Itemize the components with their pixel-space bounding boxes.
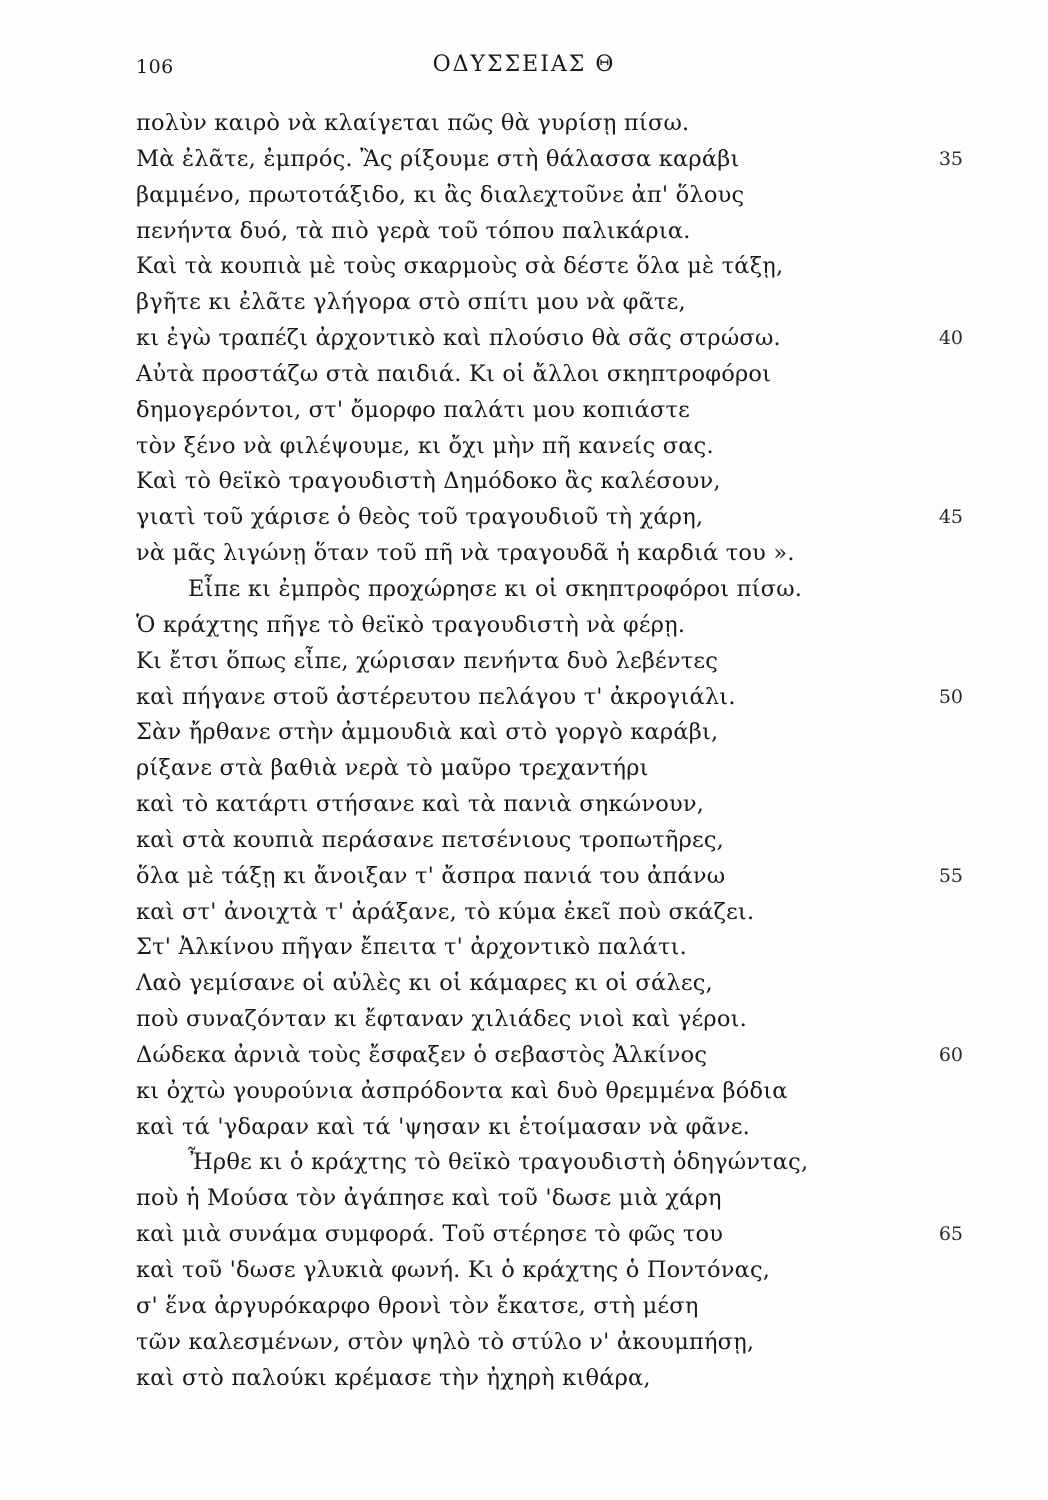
verse-text: πενήντα δυό, τὰ πιὸ γερὰ τοῦ τόπου παλικάρια.	[136, 217, 691, 244]
verse-text: Εἶπε κι ἐμπρὸς προχώρησε κι οἱ σκηπτροφόροι πίσω.	[188, 575, 803, 602]
verse-line	[0, 500, 1048, 536]
verse-line	[0, 1110, 1048, 1146]
verse-line	[0, 966, 1048, 1002]
verse-line	[0, 106, 1048, 142]
verse-line	[0, 751, 1048, 787]
verse-text: βγῆτε κι ἐλᾶτε γλήγορα στὸ σπίτι μου νὰ φᾶτε,	[136, 289, 686, 316]
verse-line	[0, 249, 1048, 285]
verse-line	[0, 1145, 1048, 1181]
verse-text: καὶ στὸ παλούκι κρέμασε τὴν ἠχηρὴ κιθάρα,	[136, 1364, 651, 1391]
verse-text: δημογερόντοι, στ' ὄμορφο παλάτι μου κοπιάστε	[136, 396, 690, 423]
verse-text: Σὰν ἤρθανε στὴν ἀμμουδιὰ καὶ στὸ γοργὸ καράβι,	[136, 719, 719, 746]
verse-text: νὰ μᾶς λιγώνῃ ὅταν τοῦ πῆ νὰ τραγουδᾶ ἡ καρδιά του ».	[136, 540, 795, 567]
verse-line	[0, 715, 1048, 751]
verse-line	[0, 1181, 1048, 1217]
verse-line	[0, 429, 1048, 465]
verse-text: ὅλα μὲ τάξῃ κι ἄνοιξαν τ' ἄσπρα πανιά του ἀπάνω	[136, 862, 726, 889]
verse-text: ρίξανε στὰ βαθιὰ νερὰ τὸ μαῦρο τρεχαντήρι	[136, 755, 649, 782]
verse-text: ποὺ ἡ Μούσα τὸν ἀγάπησε καὶ τοῦ 'δωσε μιὰ χάρη	[136, 1185, 722, 1212]
verse-text: καὶ στὰ κουπιὰ περάσανε πετσένιους τροπωτῆρες,	[136, 826, 725, 853]
verse-line	[0, 214, 1048, 250]
verse-text: Δώδεκα ἀρνιὰ τοὺς ἔσφαξεν ὁ σεβαστὸς Ἀλκίνος	[136, 1041, 708, 1068]
verse-line	[0, 1289, 1048, 1325]
verse-line	[0, 178, 1048, 214]
verse-line	[0, 572, 1048, 608]
verse-text: Μὰ ἐλᾶτε, ἐμπρός. Ἂς ρίξουμε στὴ θάλασσα καράβι	[136, 145, 740, 172]
verse-text: Καὶ τὰ κουπιὰ μὲ τοὺς σκαρμοὺς σὰ δέστε ὅλα μὲ τάξῃ,	[136, 253, 784, 280]
line-number: 55	[938, 864, 963, 887]
verse-line	[0, 1325, 1048, 1361]
verse-line	[0, 142, 1048, 178]
line-number: 60	[938, 1043, 963, 1066]
line-number: 45	[938, 506, 963, 529]
verse-line	[0, 1074, 1048, 1110]
verse-text: Λαὸ γεμίσανε οἱ αὐλὲς κι οἱ κάμαρες κι οἱ σάλες,	[136, 970, 713, 997]
verse-text: κι ὀχτὼ γουρούνια ἀσπρόδοντα καὶ δυὸ θρεμμένα βόδια	[136, 1077, 788, 1104]
page-number: 106	[136, 56, 174, 78]
verse-line	[0, 357, 1048, 393]
verse-line	[0, 464, 1048, 500]
verse-line	[0, 859, 1048, 895]
verse-line	[0, 321, 1048, 357]
verse-line	[0, 536, 1048, 572]
verse-text: Ἦρθε κι ὁ κράχτης τὸ θεϊκὸ τραγουδιστὴ ὁδηγώντας,	[188, 1149, 809, 1176]
verse-text: καὶ στ' ἀνοιχτὰ τ' ἀράξανε, τὸ κύμα ἐκεῖ ποὺ σκάζει.	[136, 898, 755, 925]
verse-text: Στ' Ἀλκίνου πῆγαν ἔπειτα τ' ἀρχοντικὸ παλάτι.	[136, 934, 687, 961]
running-head: ΟΔΥΣΣΕΙΑΣ Θ	[432, 52, 616, 77]
line-number: 50	[938, 685, 963, 708]
line-number: 35	[938, 147, 963, 170]
verse-text: Αὐτὰ προστάζω στὰ παιδιά. Κι οἱ ἄλλοι σκηπτροφόροι	[136, 360, 772, 387]
verse-line	[0, 393, 1048, 429]
verse-line	[0, 680, 1048, 716]
verse-text: Καὶ τὸ θεϊκὸ τραγουδιστὴ Δημόδοκο ἂς καλέσουν,	[136, 468, 721, 495]
line-number: 65	[938, 1223, 963, 1246]
verse-line	[0, 930, 1048, 966]
verse-text: Κι ἔτσι ὅπως εἶπε, χώρισαν πενήντα δυὸ λεβέντες	[136, 647, 719, 674]
verse-text: ποὺ συναζόνταν κι ἔφταναν χιλιάδες νιοὶ καὶ γέροι.	[136, 1006, 747, 1033]
verse-line	[0, 644, 1048, 680]
verse-line	[0, 1361, 1048, 1397]
verse-text: βαμμένο, πρωτοτάξιδο, κι ἂς διαλεχτοῦνε ἀπ' ὅλους	[136, 181, 745, 208]
verse-line	[0, 895, 1048, 931]
verse-line	[0, 1217, 1048, 1253]
verse-text: Ὁ κράχτης πῆγε τὸ θεϊκὸ τραγουδιστὴ νὰ φέρῃ.	[136, 611, 686, 638]
verse-text: σ' ἕνα ἀργυρόκαρφο θρονὶ τὸν ἔκατσε, στὴ μέση	[136, 1292, 699, 1319]
verse-text: καὶ πήγανε στοῦ ἀστέρευτου πελάγου τ' ἀκρογιάλι.	[136, 683, 736, 710]
verse-text: καὶ τοῦ 'δωσε γλυκιὰ φωνή. Κι ὁ κράχτης ὁ Ποντόνας,	[136, 1257, 771, 1283]
verse-text: καὶ τὸ κατάρτι στήσανε καὶ τὰ πανιὰ σηκώνουν,	[136, 791, 705, 818]
verse-text: πολὺν καιρὸ νὰ κλαίγεται πῶς θὰ γυρίσῃ πίσω.	[136, 110, 690, 136]
verse-line	[0, 285, 1048, 321]
verse-text: κι ἐγὼ τραπέζι ἀρχοντικὸ καὶ πλούσιο θὰ σᾶς στρώσω.	[136, 325, 781, 352]
verse-line	[0, 1002, 1048, 1038]
verse-line	[0, 1038, 1048, 1074]
verse-line	[0, 787, 1048, 823]
verse-text: τὸν ξένο νὰ φιλέψουμε, κι ὄχι μὴν πῆ κανείς σας.	[136, 432, 714, 459]
verse-line	[0, 823, 1048, 859]
verse-text: καὶ μιὰ συνάμα συμφορά. Τοῦ στέρησε τὸ φῶς του	[136, 1221, 724, 1248]
verse-text: καὶ τά 'γδαραν καὶ τά 'ψησαν κι ἑτοίμασαν νὰ φᾶνε.	[136, 1113, 750, 1140]
verse-text: γιατὶ τοῦ χάρισε ὁ θεὸς τοῦ τραγουδιοῦ τὴ χάρη,	[136, 504, 704, 531]
verse-text: τῶν καλεσμένων, στὸν ψηλὸ τὸ στύλο ν' ἀκουμπήσῃ,	[136, 1328, 755, 1355]
line-number: 40	[938, 327, 963, 350]
poem-text	[0, 106, 1048, 1396]
verse-line	[0, 1253, 1048, 1289]
verse-line	[0, 608, 1048, 644]
